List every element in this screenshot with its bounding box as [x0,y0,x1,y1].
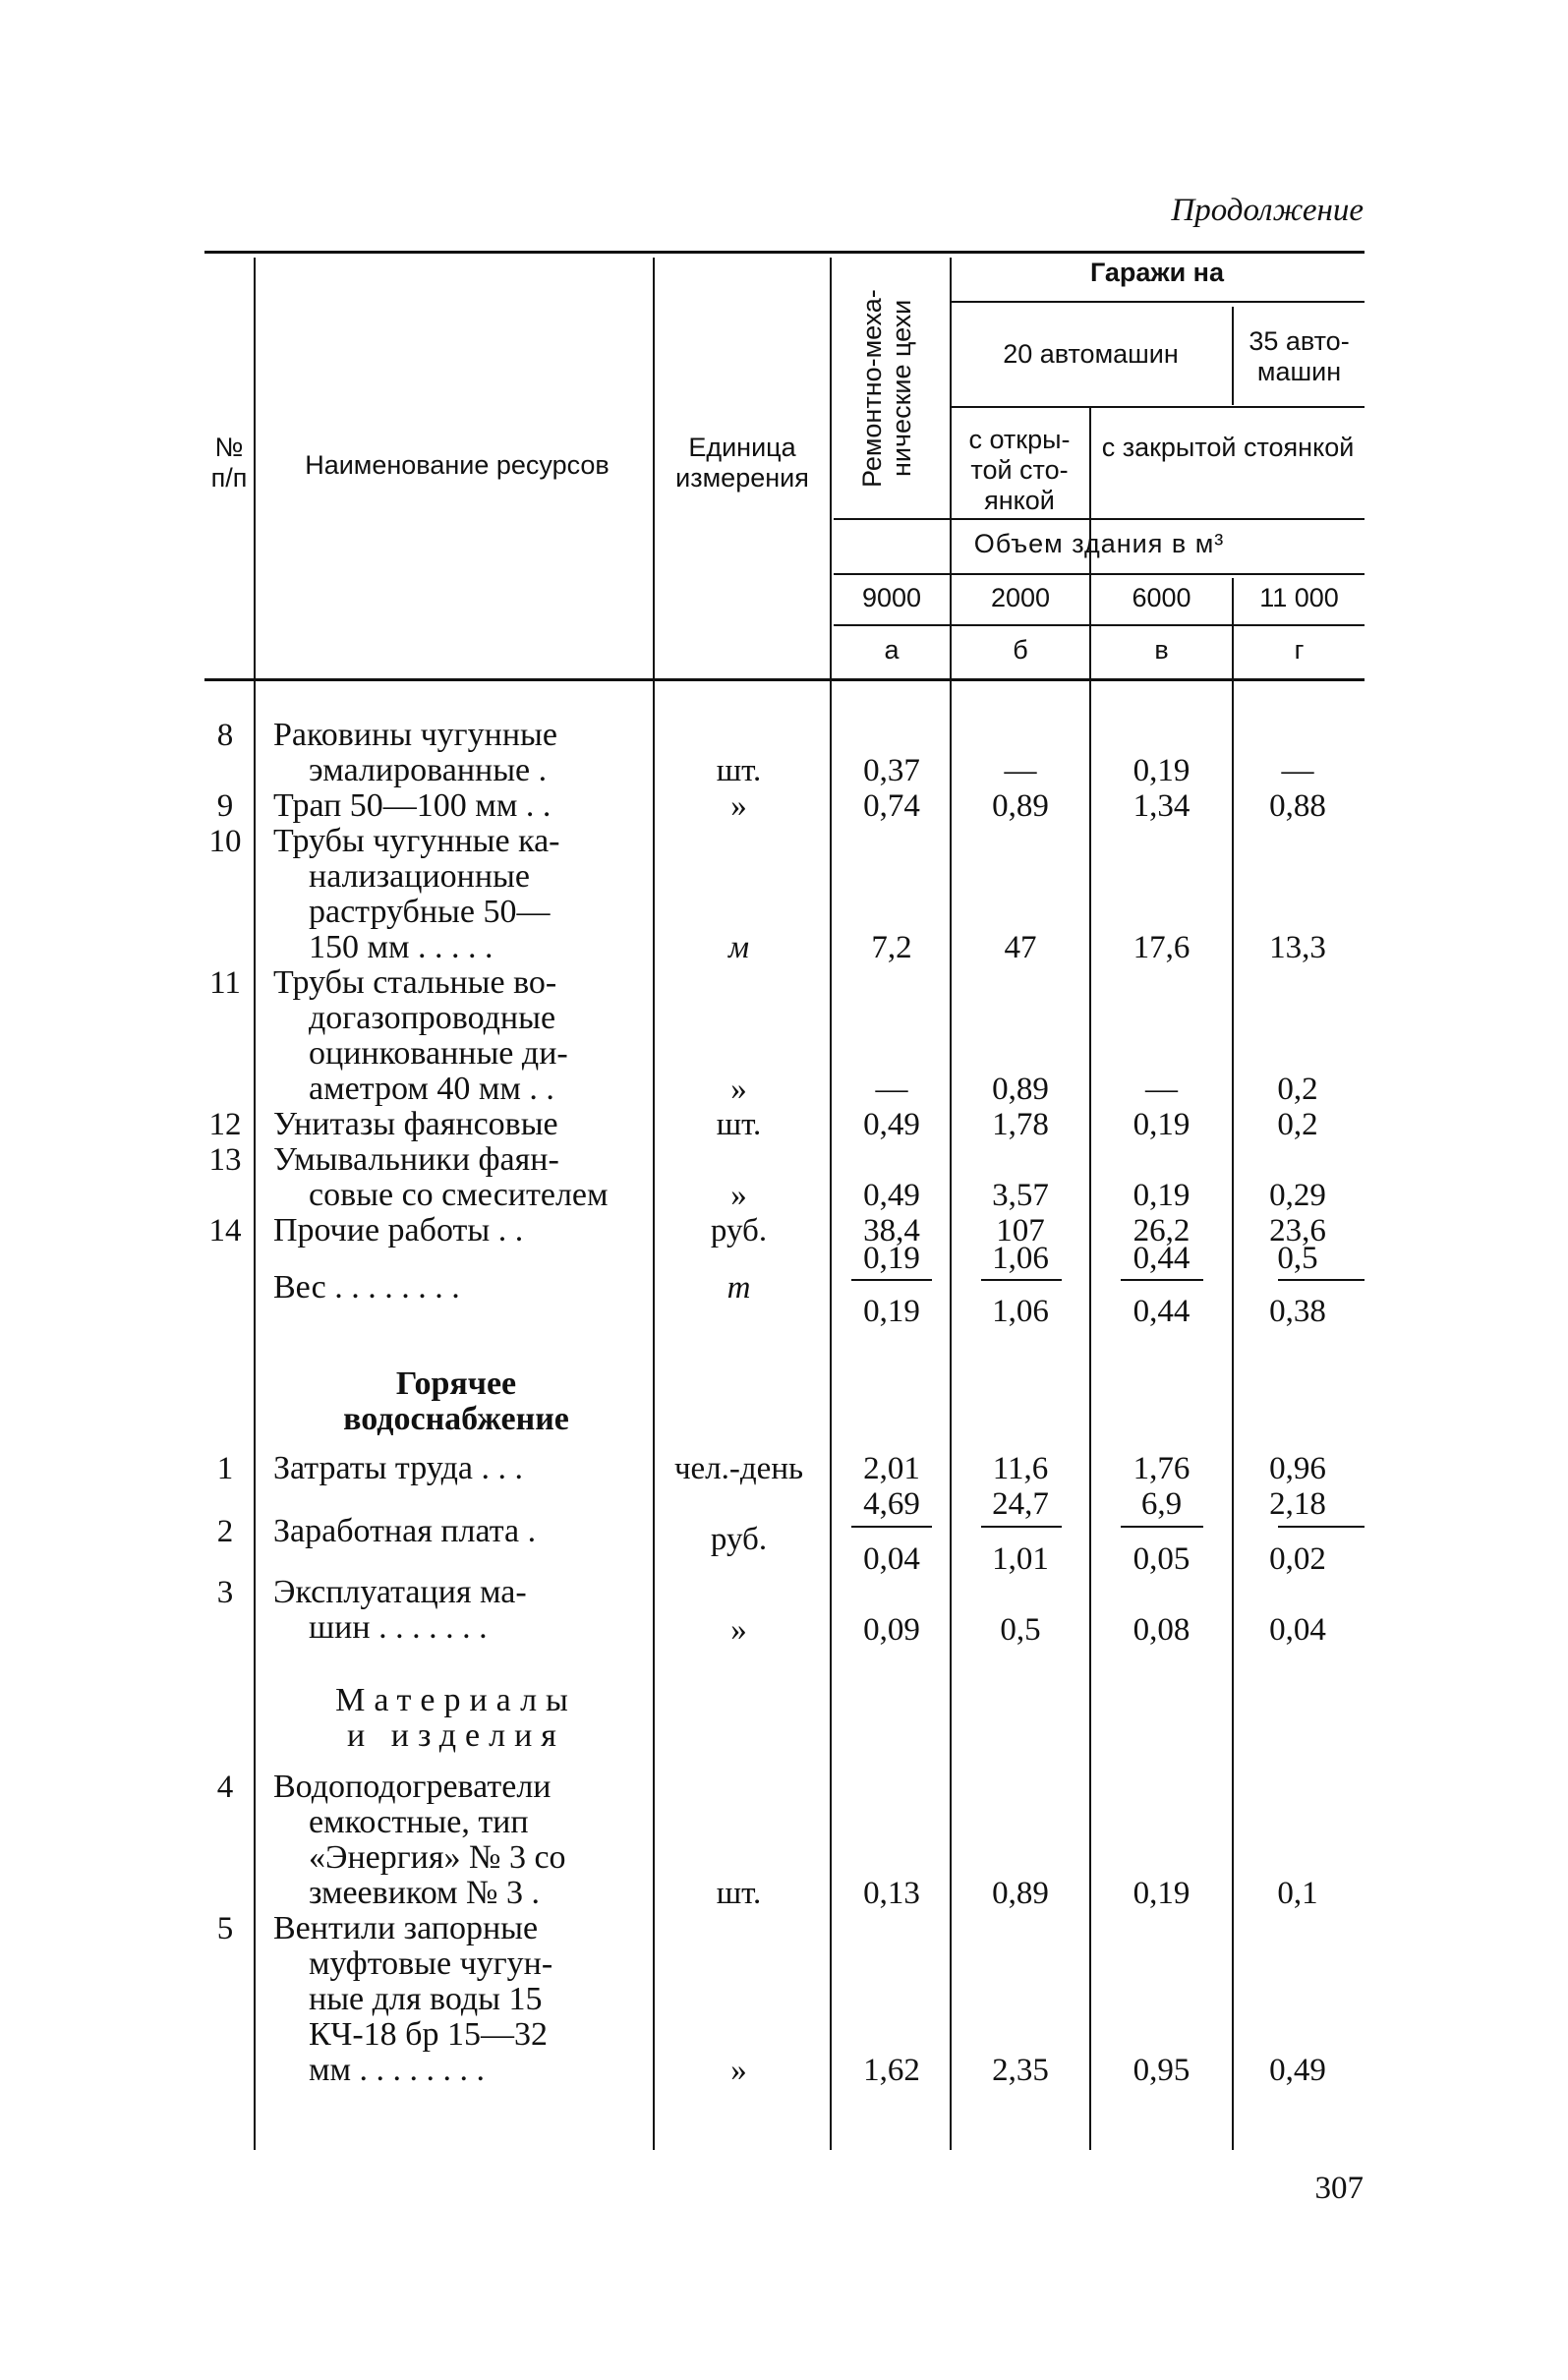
header-volume-2: 2000 [990,583,1051,612]
cell-value: — [1145,1072,1178,1107]
row-unit: » [730,1072,747,1107]
header-open-parking: с откры-той сто-янкой [968,425,1071,516]
row-name: Вентили запорные муфтовые чугун- ные для воды 15 КЧ-18 бр 15—32 мм . . . . . . . . [273,1910,553,2088]
fraction-line [1278,1526,1365,1528]
row-name: Заработная плата . [273,1513,537,1549]
volume-values-rule [834,573,1365,575]
garages-rule [950,301,1365,303]
row-name: Вес . . . . . . . . [273,1269,460,1306]
cell-value: 0,08 [1132,1612,1191,1648]
row-number: 12 [208,1107,242,1142]
cell-value: 0,19 [863,1294,920,1329]
row-number: 9 [216,788,234,824]
fraction-line [1121,1526,1203,1528]
header-cars20: 20 автомашин [1003,339,1179,369]
row-name: Умывальники фаян- совые со смесителем [273,1141,609,1213]
cell-value: — [1004,753,1037,788]
row-unit: т [726,1270,751,1306]
row-number: 13 [208,1142,242,1178]
cell-value: 1,76 [1132,1451,1191,1486]
cell-value: 2,18 [1269,1486,1326,1522]
row-unit: шт. [716,1876,762,1911]
col-divider-unit [830,258,832,2150]
row-unit: руб. [710,1522,768,1557]
cell-value: 0,49 [1269,2053,1326,2088]
row-number: 5 [216,1911,234,1946]
header-volume-4: 11 000 [1259,583,1339,612]
cell-value: 0,89 [992,1876,1049,1911]
section-materials-line-1: Материалы [335,1682,577,1718]
cell-value: 0,2 [1277,1072,1318,1107]
header-letter-g: г [1294,635,1305,665]
cell-value: 2,35 [992,2053,1049,2088]
col-divider-num [254,258,256,2150]
cell-value: 24,7 [992,1486,1049,1522]
row-unit: » [730,788,747,824]
row-number: 11 [209,965,241,1001]
header-workshops: Ремонтно-меха-нические цехи [857,289,917,488]
cell-value: 0,37 [863,753,920,788]
cell-value: 0,19 [1132,1876,1191,1911]
cell-value: 11,6 [992,1451,1049,1486]
cell-value: 1,62 [863,2053,920,2088]
cell-value: 23,6 [1269,1213,1326,1248]
row-number: 3 [216,1575,234,1610]
letters-rule [834,624,1365,626]
continuation-label: Продолжение [1171,193,1364,228]
row-unit: » [730,1178,747,1213]
row-unit: » [730,2053,747,2088]
cell-value: 0,19 [1132,1107,1191,1142]
cell-value: 0,02 [1269,1541,1326,1577]
cell-value: 1,06 [992,1294,1049,1329]
row-number: 10 [208,824,242,859]
cell-value: 26,2 [1132,1213,1191,1248]
volume-top-rule [834,518,1365,520]
cell-value: 0,04 [1269,1612,1326,1648]
header-volume-1: 9000 [861,583,922,612]
header-name: Наименование ресурсов [305,450,610,480]
page-number: 307 [1314,2171,1364,2206]
cell-value: 0,1 [1277,1876,1318,1911]
row-number: 2 [216,1514,234,1549]
header-cars35: 35 авто-машин [1249,326,1350,387]
header-bottom-rule [204,678,1365,681]
cell-value: 0,96 [1269,1451,1326,1486]
fraction-line [981,1279,1062,1281]
row-name: Трубы стальные во- догазопроводные оцинкованные ди- аметром 40 мм . . [273,964,568,1107]
header-num: № п/п [210,433,248,493]
cell-value: 0,49 [863,1107,920,1142]
cell-value: 2,01 [863,1451,920,1486]
row-name: Унитазы фаянсовые [273,1106,558,1142]
cell-value: 0,44 [1132,1294,1191,1329]
cell-value: 0,19 [1132,1178,1191,1213]
cell-value: — [1281,753,1314,788]
cell-value: 47 [1004,930,1037,965]
cell-value: 0,38 [1269,1294,1326,1329]
cell-value: 0,13 [863,1876,920,1911]
cell-value: 0,44 [1132,1241,1191,1276]
header-closed-parking: с закрытой стоянкой [1101,433,1355,462]
cell-value: 3,57 [992,1178,1049,1213]
cell-value: 1,78 [992,1107,1049,1142]
cars-rule [950,406,1365,408]
cell-value: 13,3 [1269,930,1326,965]
cell-value: 0,89 [992,1072,1049,1107]
header-letter-b: б [1013,635,1028,665]
cell-value: 0,04 [863,1541,920,1577]
header-letter-v: в [1154,635,1169,665]
row-name: Раковины чугунные эмалированные . [273,717,557,788]
cell-value: 0,88 [1269,788,1326,824]
cell-value: 7,2 [871,930,912,965]
cell-value: 0,89 [992,788,1049,824]
cell-value: 0,74 [863,788,920,824]
cell-value: 1,34 [1132,788,1191,824]
section-materials-line-2: и изделия [347,1717,565,1754]
cell-value: 0,19 [1132,753,1191,788]
row-name: Затраты труда . . . [273,1450,524,1486]
cell-value: 38,4 [863,1213,920,1248]
cell-value: 4,69 [863,1486,920,1522]
cell-value: 0,5 [1277,1241,1318,1276]
cell-value: 0,49 [863,1178,920,1213]
row-name: Водоподогреватели емкостные, тип «Энергия» № 3 со змеевиком № 3 . [273,1769,566,1911]
fraction-line [851,1526,932,1528]
fraction-line [851,1279,932,1281]
header-garages: Гаражи на [1089,258,1225,287]
row-name: Трубы чугунные ка- нализационные раструбные 50— 150 мм . . . . . [273,823,560,965]
cell-value: 0,09 [863,1612,920,1648]
cell-value: 1,06 [992,1241,1049,1276]
cell-value: 107 [996,1213,1045,1248]
row-number: 4 [216,1770,234,1805]
table-top-rule [204,251,1365,254]
row-name: Прочие работы . . [273,1212,524,1248]
header-unit: Единица измерения [675,433,809,493]
row-unit: » [730,1612,747,1648]
cell-value: 1,01 [992,1541,1049,1577]
row-unit: руб. [710,1213,768,1248]
section-hot-water: Горячее водоснабжение [343,1365,569,1437]
fraction-line [1121,1279,1203,1281]
fraction-line [1278,1279,1365,1281]
cell-value: 0,2 [1277,1107,1318,1142]
row-number: 14 [208,1213,242,1248]
cell-value: 0,19 [863,1241,920,1276]
row-number: 1 [216,1451,234,1486]
cell-value: 0,95 [1132,2053,1191,2088]
row-unit: м [727,930,750,965]
cell-value: 6,9 [1140,1486,1183,1522]
cell-value: 0,5 [1000,1612,1041,1648]
row-unit: шт. [716,753,762,788]
cell-value: 0,05 [1132,1541,1191,1577]
row-name: Трап 50—100 мм . . [273,787,552,824]
fraction-line [981,1526,1062,1528]
cell-value: 17,6 [1132,930,1191,965]
row-name: Эксплуатация ма- шин . . . . . . . [273,1574,527,1646]
row-number: 8 [216,718,234,753]
cell-value: 0,29 [1269,1178,1326,1213]
header-volume-3: 6000 [1132,583,1191,612]
cell-value: — [875,1072,908,1107]
row-unit: чел.-день [673,1451,804,1486]
header-letter-a: а [884,635,900,665]
header-volume: Объем здания в м³ [973,529,1225,558]
row-unit: шт. [716,1107,762,1142]
